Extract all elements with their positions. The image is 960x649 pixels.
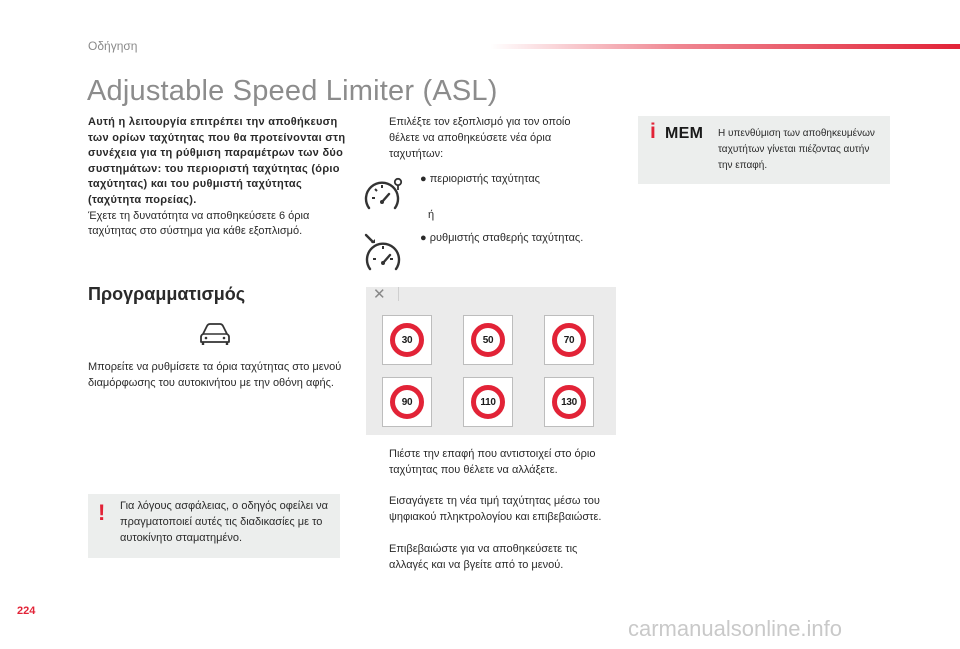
speed-sign: 30: [390, 323, 424, 357]
watermark: carmanualsonline.info: [628, 616, 843, 641]
section-label: Οδήγηση: [88, 39, 138, 53]
intro-text: [88, 115, 348, 240]
mem-button-label: MEM: [665, 125, 704, 142]
speed-sign: 110: [471, 385, 505, 419]
speed-tile-30[interactable]: [382, 315, 432, 365]
speed-sign: 90: [390, 385, 424, 419]
info-icon: i: [650, 120, 656, 143]
step-press-text: Πιέστε την επαφή που αντιστοιχεί στο όριο ταχύτητας που θέλετε να αλλάξετε.: [389, 448, 596, 476]
step-confirm-text: Επιβεβαιώστε για να αποθηκεύσετε τις αλλαγές και να βγείτε από το μενού.: [389, 543, 578, 571]
step-press: [366, 447, 616, 479]
cruise-control-icon: [364, 232, 404, 272]
programming-heading: Προγραμματισμός: [88, 284, 246, 304]
page-number: 224: [17, 605, 36, 617]
warning-text: Για λόγους ασφάλειας, ο οδηγός οφείλει να πραγματοποιεί αυτές τις διαδικασίες με το αυτοκίνητο σταματημένο.: [120, 500, 329, 544]
speed-limiter-icon: [364, 175, 404, 215]
step-enter: [366, 494, 606, 542]
intro-bold: Αυτή η λειτουργία επιτρέπει την αποθήκευση των ορίων ταχύτητας που θα προτείνονται στη συνέχεια για τη ρύθμιση παραμέτρων των δύο συστημάτων: του περιοριστή ταχύτητας (όριο ταχύτητας) και του ρυθμιστή ταχύτητας (ταχύτητα πορείας).: [88, 116, 346, 206]
step-enter-text: Εισαγάγετε τη νέα τιμή ταχύτητας μέσω του ψηφιακού πληκτρολογίου και επιβεβαιώστε.: [389, 495, 602, 523]
programming-text: Μπορείτε να ρυθμίσετε τα όρια ταχύτητας στο μενού διαμόρφωσης του αυτοκινήτου με την οθόνη αφής.: [88, 361, 342, 389]
speed-sign: 70: [552, 323, 586, 357]
option-cruise: ● ρυθμιστής σταθερής ταχύτητας.: [420, 232, 584, 244]
page-title: Adjustable Speed Limiter (ASL): [87, 75, 498, 107]
header-accent-bar: [490, 44, 960, 49]
option-limiter: ● περιοριστής ταχύτητας: [420, 173, 540, 185]
step-select: [366, 115, 606, 163]
memo-text: Η υπενθύμιση των αποθηκευμένων ταχυτήτων γίνεται πιέζοντας αυτήν την επαφή.: [718, 128, 875, 171]
speed-sign: 130: [552, 385, 586, 419]
step-confirm: [366, 542, 606, 574]
speed-tile-90[interactable]: [382, 377, 432, 427]
speed-tile-70[interactable]: [544, 315, 594, 365]
speed-tile-130[interactable]: [544, 377, 594, 427]
warning-icon: !: [98, 500, 106, 525]
or-text: ή: [428, 209, 435, 221]
screen-divider: [398, 287, 399, 301]
speed-sign: 50: [471, 323, 505, 357]
speed-tile-50[interactable]: [463, 315, 513, 365]
car-icon: [198, 321, 232, 347]
intro-normal: Έχετε τη δυνατότητα να αποθηκεύσετε 6 όρια ταχύτητας στο σύστημα για κάθε εξοπλισμό.: [88, 209, 310, 238]
step-select-text: Επιλέξτε τον εξοπλισμό για τον οποίο θέλετε να αποθηκεύσετε νέα όρια ταχυτήτων:: [389, 116, 571, 160]
speed-tile-110[interactable]: [463, 377, 513, 427]
close-icon[interactable]: ✕: [373, 286, 386, 303]
